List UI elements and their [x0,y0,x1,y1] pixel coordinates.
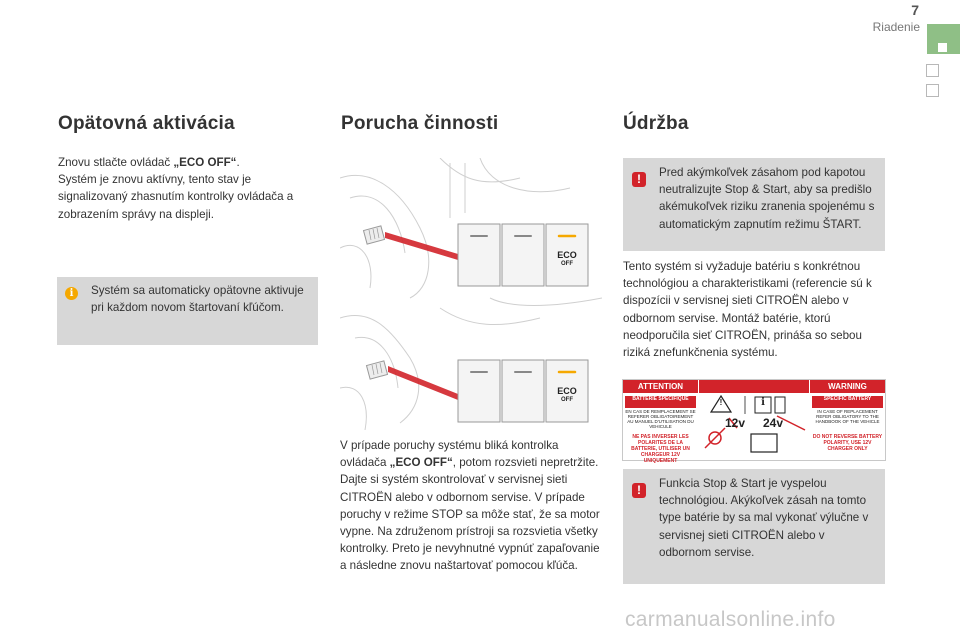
label-en-text: IN CASE OF REPLACEMENT REFER OBLIGATORY TO THE HANDBOOK OF THE VEHICLE [815,409,880,424]
info-text: Systém sa automaticky opätovne aktivuje pri každom novom štartovaní kľúčom. [91,284,304,315]
warning-text: Funkcia Stop & Start je vyspelou technológiou. Akýkoľvek zásah na tomto type batérie by sa mal vykonať výlučne v servisnej sieti CITROËN alebo v odbornom servise. [659,477,869,559]
chapter-tab-empty [926,84,939,97]
label-24v: 24v [763,416,784,430]
watermark: carmanualsonline.info [625,608,836,631]
label-attention: ATTENTION [623,380,698,393]
warning-text: Pred akýmkoľvek zásahom pod kapotou neutralizujte Stop & Start, aby sa predišlo akémukoľvek riziku zranenia spojenému s automatickým zapnutím režimu ŠTART. [659,166,875,231]
maintenance-text: Tento systém si vyžaduje batériu s konkrétnou technológiou a charakteristikami (referencie sú k dispozícii v servisnej sieti CITROËN alebo v odbornom servise. Montáž batérie, ktorú neodporučila sieť CITROËN, prináša so sebou riziká znefunkčnenia systému. [623,260,872,360]
label-header-bar [699,380,809,393]
eco-off-ref: „ECO OFF“ [173,156,237,169]
reactivation-text [58,154,318,223]
text-run: Systém je znovu aktívny, tento stav je signalizovaný zhasnutím kontrolky ovládača a zobrazením správy na displeji. [58,173,294,221]
info-box [57,277,318,345]
chapter-tab-empty [926,64,939,77]
section-title-malfunction: Porucha činnosti [341,113,499,134]
warning-icon: ! [632,483,646,498]
warning-icon: ! [632,172,646,187]
section-name: Riadenie [872,20,920,34]
off-label: OFF [561,397,573,403]
section-title-maintenance: Údržba [623,113,689,134]
label-warning: WARNING [810,380,885,393]
malfunction-text [340,437,602,575]
label-en-red: DO NOT REVERSE BATTERY POLARITY, USE 12V CHARGER ONLY [812,434,883,452]
warning-box [623,469,885,584]
label-fr-title [625,396,696,408]
warning-box [623,158,885,251]
label-fr-text: EN CAS DE REMPLACEMENT SE REFERER OBLIGATOIREMENT AU MANUEL D'UTILISATION DU VEHICULE [625,409,696,429]
text-run: SPECIFIC BATTERY [823,396,872,402]
text-run: , potom rozsvieti nepretržite. [452,456,599,470]
eco-label: ECO [557,250,577,260]
label-en-title [812,396,883,408]
info-icon: i [65,287,78,300]
text-run: Dajte si systém skontrolovať v servisnej sieti CITROËN alebo v odbornom servise. V prípade poruchy v režime STOP sa môže stať, že sa motor vypne. Na združenom prístroji sa rozsvietia všetky kontrolky. Preto je nevyhnutné vypnúť zapaľovanie a následne znovu naštartovať pomocou kľúča. [340,473,600,573]
text-run: BATTERIE SPECIFIQUE [632,396,689,402]
text-run: Znovu stlačte ovládač [58,156,174,169]
page-number: 7 [911,2,919,18]
eco-label: ECO [557,386,577,396]
eco-off-ref: „ECO OFF“ [389,456,453,470]
chapter-marker [938,43,947,52]
eco-switch-illustration [340,158,602,430]
chapter-tab [927,24,960,54]
text-run: V prípade poruchy systému bliká kontrolka ovládača [340,439,559,470]
text-run: . [236,156,240,169]
off-label: OFF [561,261,573,267]
label-warning-icon: ! [719,398,723,407]
battery-label [622,379,886,464]
label-info-icon: i [761,397,765,408]
label-12v: 12v [725,416,746,430]
label-fr-red: NE PAS INVERSER LES POLARITES DE LA BATTERIE, UTILISER UN CHARGEUR 12V UNIQUEMENT [631,434,690,464]
section-title-reactivation: Opätovná aktivácia [58,113,235,134]
